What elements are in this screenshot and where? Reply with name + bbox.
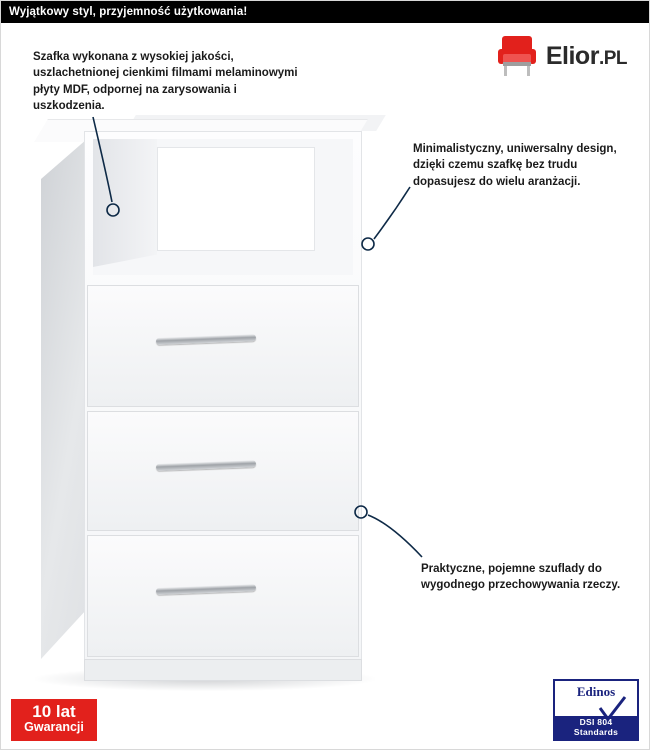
cabinet-side-panel <box>41 139 87 659</box>
cabinet-plinth <box>84 659 362 681</box>
edinos-standard-label: Standards <box>573 727 619 737</box>
logo-text: Elior.PL <box>545 41 627 70</box>
cabinet-open-shelf <box>93 139 353 275</box>
warranty-badge <box>11 699 97 741</box>
red-armchair-icon <box>495 33 539 79</box>
cabinet-drawer <box>87 411 359 531</box>
cabinet-drawer <box>87 285 359 407</box>
cabinet-drawer <box>87 535 359 657</box>
warranty-label: Gwarancji <box>24 719 84 734</box>
top-banner: Wyjątkowy styl, przyjemność użytkowania! <box>1 1 650 23</box>
drawer-handle <box>156 584 256 595</box>
drawer-handle <box>156 334 256 345</box>
product-image <box>27 111 417 691</box>
warranty-years: 10 lat <box>32 702 76 721</box>
callout-material: Szafka wykonana z wysokiej jakości, uszlachetnionej cienkimi filmami melaminowymi płyty MDF, odpornej na zarysowania i uszkodzenia. <box>33 51 298 112</box>
edinos-standard-bar <box>555 716 637 739</box>
drawer-handle <box>156 460 256 471</box>
callout-drawers: Praktyczne, pojemne szuflady do wygodnego przechowywania rzeczy. <box>421 563 621 592</box>
brand-logo <box>495 33 627 79</box>
edinos-title: Edinos <box>576 684 616 699</box>
shelf-inner-shadow <box>93 139 157 267</box>
edinos-standards-badge <box>553 679 639 741</box>
edinos-standard-code: DSI 804 <box>579 717 613 727</box>
callout-design: Minimalistyczny, uniwersalny design, dzięki czemu szafkę bez trudu dopasujesz do wielu aranżacji. <box>413 143 617 188</box>
shelf-back-panel <box>157 147 315 251</box>
